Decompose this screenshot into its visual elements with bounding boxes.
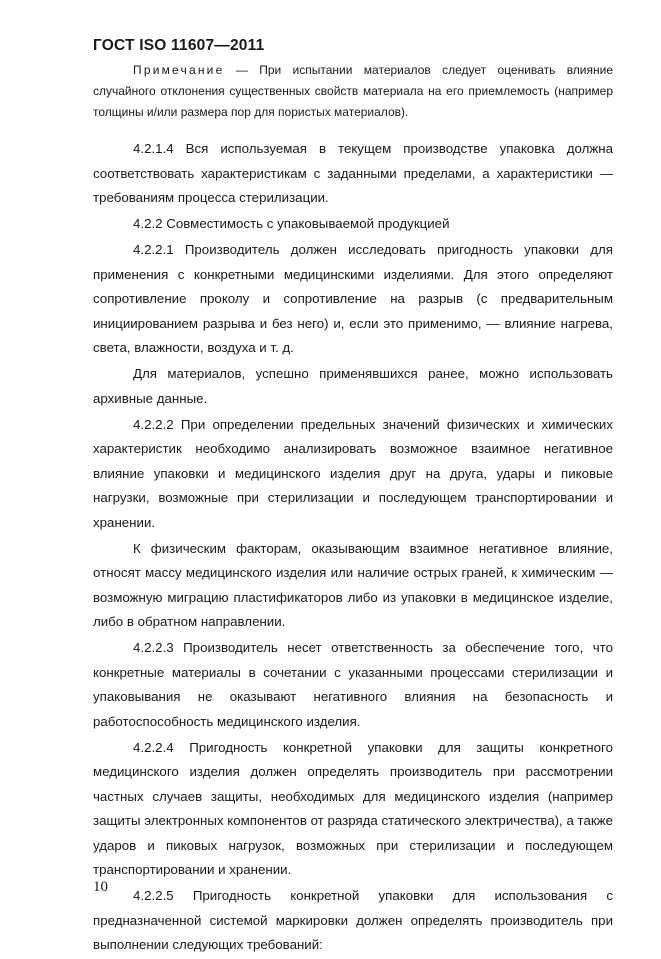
note-block [93, 60, 613, 123]
paragraph-4-2-2-1: 4.2.2.1 Производитель должен исследовать пригодность упаковки для применения с конкретными медицинскими изделиями. Для этого определяют сопротивление проколу и сопротивление на разрыв (с предварительным инициированием разрыва и без него) и, если это применимо, — влияние нагрева, света, влажности, воздуха и т. д. [93, 242, 613, 355]
note-text: — При испытании материалов следует оценивать влияние случайного отклонения существенных свойств материала на его приемлемость (например толщины и/или размера пор для пористых материалов). [93, 63, 613, 119]
paragraph-physical-factors: К физическим факторам, оказывающим взаимное негативное влияние, относят массу медицинского изделия или наличие острых граней, к химическим — возможную миграцию пластификаторов либо из упаковки в медицинское изделие, либо в обратном направлении. [93, 540, 613, 629]
note-label: Примечание [133, 63, 225, 77]
section-heading-4-2-2: 4.2.2 Совместимость с упаковываемой продукцией [133, 216, 450, 231]
page-header-standard-title: ГОСТ ISO 11607—2011 [93, 37, 265, 54]
paragraph-4-2-2-5: 4.2.2.5 Пригодность конкретной упаковки для использования с предназначенной системой маркировки должен определять производитель при выполнении следующих требований: [93, 888, 613, 952]
paragraph-4-2-2-3: 4.2.2.3 Производитель несет ответственность за обеспечение того, что конкретные материалы в сочетании с указанными процессами стерилизации и упаковывания не оказывают негативного влияния на безопасность и работоспособность медицинского изделия. [93, 640, 613, 729]
body-text [93, 137, 613, 959]
paragraph-4-2-1-4: 4.2.1.4 Вся используемая в текущем производстве упаковка должна соответствовать характеристикам с заданными пределами, а характеристики — требованиям процесса стерилизации. [93, 141, 613, 205]
paragraph-4-2-2-2: 4.2.2.2 При определении предельных значений физических и химических характеристик необходимо анализировать возможное взаимное негативное влияние упаковки и медицинского изделия друг на друга, удары и пиковые нагрузки, возможные при стерилизации и последующем транспортировании и хранении. [93, 416, 613, 530]
paragraph-4-2-2-4: 4.2.2.4 Пригодность конкретной упаковки для защиты конкретного медицинского изделия должен определять производитель при рассмотрении частных случаев защиты, необходимых для медицинского изделия (например защиты электронных компонентов от разряда статического электричества), а также ударов и пиковых нагрузок, возможных при стерилизации и последующем транспортировании и хранении. [93, 739, 613, 877]
paragraph-archive-data: Для материалов, успешно применявшихся ранее, можно использовать архивные данные. [93, 366, 613, 406]
page-number: 10 [93, 879, 108, 895]
